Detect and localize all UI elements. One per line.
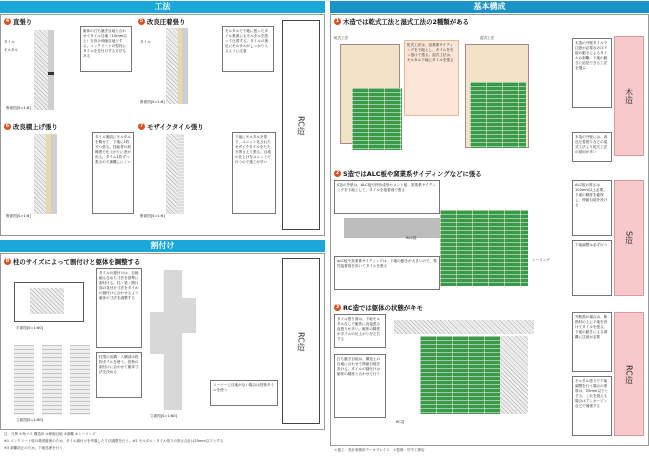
r1-label-wet: 湿式工法 — [480, 36, 495, 40]
r2-tile-wall — [440, 210, 528, 286]
s5-label-tile: タイル — [140, 40, 151, 44]
title-r1: 1 木造では乾式工法と湿式工法の2種類がある — [335, 18, 469, 26]
s5-tile — [182, 28, 188, 104]
header-left-construction: 工法 — [0, 1, 325, 13]
s4-label-sec: 断面図[S=1:6] — [6, 106, 31, 110]
r3-text-4: モルタル塗りで下地調整を行う場合の塗厚は、25mm以下とする。これを超える場合はアンカーピンなどで補強する — [572, 376, 612, 436]
r1-text-1: 乾式工法は、窯業系サイディングを下地とし、タイルを引っ掛けて張る。湿式工法は、モルタル下地にタイルを張る — [404, 40, 459, 116]
r3-wall — [500, 336, 528, 414]
r1-wet-tile — [470, 82, 526, 148]
s4-label-mortar: モルタル — [4, 48, 19, 52]
plan-label: 平面図[S=1:60] — [16, 326, 43, 330]
s4-concrete — [34, 30, 48, 110]
side-wood: 木造 — [614, 36, 644, 156]
r1-dry-tile — [352, 88, 402, 150]
s4-text: 躯体の打ち継ぎ目地と合わせてタイル目地（10mm以上）を設け伸縮目地とする。コンクリートの型枠にタイルを先付けする方法もある — [80, 26, 132, 72]
s7-label-sec: 断面図[S=1:6] — [140, 214, 165, 218]
s8-text-a: タイルの割付けは、目地幅も含めた寸法を基準に割付ける。柱・梁・開口部の見付け寸法をタイルの割付けに合わせるよう躯体の寸法を調整する — [96, 268, 142, 348]
s5-label-sec: 断面図[S=1:6] — [140, 100, 165, 104]
r3-text-1: タイル張り面は、下地モルタルなしで躯体に直接張る直張りが多い。躯体の精度がタイルの仕上がりを左右する — [334, 314, 386, 348]
title-s5: 5 改良圧着張り — [139, 18, 186, 26]
title-s8: 8 柱のサイズによって割付けと躯体を調整する — [5, 258, 141, 266]
s8-text-b: 柱型の出隅・入隅部は役物タイルを使う。役物の割付けに合わせて躯体寸法を決める — [96, 352, 142, 398]
footer-note-2: ※1 コンクリート壁の精度確保のため、タイル割付けを考慮した寸法調整を行う。※2 モルタル・タイル張りの厚さ合計は25mm以下とする — [4, 439, 224, 443]
footer-note-3: ※3 剥離防止のため、下地処理を行う — [4, 446, 63, 450]
r2-text-1: S造の外壁は、ALC板や押出成形セメント板、窯業系サイディングを下地として、タイルを接着剤で張る — [334, 180, 440, 214]
r1-label-dry: 乾式工法 — [334, 36, 349, 40]
r2-text-4: ALC板や窯業系サイディングは、下地の動きが大きいので、弾性接着剤を用いてタイルを張る — [334, 256, 440, 290]
r3-label-rc: RC造 — [396, 420, 405, 424]
title-s6: 6 改良積上げ張り — [5, 123, 58, 131]
elev-label: 立面図[S=1:60] — [16, 418, 43, 422]
s6-tile — [51, 134, 57, 214]
r2-steel-beam — [344, 218, 444, 238]
title-s4: 4 直張り — [5, 18, 33, 26]
title-s7: 7 モザイクタイル張り — [139, 123, 204, 131]
title-r2: 2 S造ではALC板や窯業系サイディングなどに張る — [335, 170, 482, 178]
s6-concrete — [34, 134, 46, 214]
r3-text-2: 打ち継ぎ目地は、構造上の目地に合わせて伸縮目地を設ける。タイルの割付けは躯体の精度と合わせて行う — [334, 354, 386, 418]
side-rc2: RC造 — [282, 258, 320, 424]
r3-tile-wall — [420, 336, 500, 414]
title-r3: 3 RC造では躯体の状態がキモ — [335, 304, 423, 312]
elev-strip-2 — [42, 345, 62, 415]
elev-strip-1 — [14, 345, 34, 415]
side-rc3: RC造 — [614, 312, 644, 436]
corner-label: 立面図[S=1:60] — [150, 414, 177, 418]
s4-label-tile: タイル — [4, 40, 15, 44]
source-note: ＊施工：設計事務所アーキプレイス ＊監修：竹中工務店 — [334, 448, 425, 452]
header-right-basic: 基本構成 — [330, 1, 649, 13]
plan-column — [30, 288, 64, 314]
s7-mosaic — [178, 134, 184, 214]
s5-concrete — [166, 28, 178, 104]
s6-label-sec: 断面図[S=1:6] — [6, 214, 31, 218]
s6-text: タイル裏面にモルタルを載せて、下地に1枚ずつ張る。技能者の熟練度で仕上がりに差が出る。タイル1枚ずつ張るので剥離しにくい — [92, 132, 134, 214]
s4-tile-layer — [48, 30, 54, 110]
side-s: S造 — [614, 180, 644, 296]
r1-text-2: 木造の外壁タイルで注意が必要なのは下地の動きによるタイルの剥離。下地の動きに追従できる工法を選ぶ — [572, 38, 612, 108]
r2-label-seal: シーリング — [532, 258, 550, 262]
s8-text-c: コーナーに目地がない場合は役物タイルを使う — [210, 380, 278, 406]
s7-concrete — [166, 134, 178, 214]
r3-slab — [394, 320, 534, 334]
r2-text-3: 下地調整は必ず行う — [572, 240, 612, 296]
s7-text: 下地にモルタルを塗り、ユニット化されたモザイクタイルをたたき押さえて張る。目地の仕上げをユニットで行うので施工が早い — [232, 132, 276, 214]
r1-text-3: 木造の外壁には、改良圧着張りなどの湿式工法より乾式工法の採用が多い — [572, 132, 612, 162]
r2-text-2: ALC板の厚さは100mm以上必要。下地の精度を確保し、伸縮目地を設ける — [572, 180, 612, 236]
side-rc1: RC造 — [282, 20, 320, 230]
r3-text-3: 外断熱の場合は、断熱材の上に下地を設けてタイルを張る。下地の動きによる剥離に注意が必要 — [572, 312, 612, 372]
r2-label-alc: ALC板 — [406, 236, 417, 240]
s5-text: モルタルで下地に張ったタイル裏面にもモルタルを塗って圧着する。タイルの裏足にモルタルがしっかり入るように注意 — [222, 26, 274, 72]
header-layout: 割付け — [0, 240, 325, 252]
s4-tile-joint — [48, 72, 54, 75]
footer-note-1: 注：凡例 ①角マス 構造体 ②伸縮目地 ③剥離 ④シーリング — [4, 432, 96, 436]
elev-strip-3 — [70, 345, 90, 415]
